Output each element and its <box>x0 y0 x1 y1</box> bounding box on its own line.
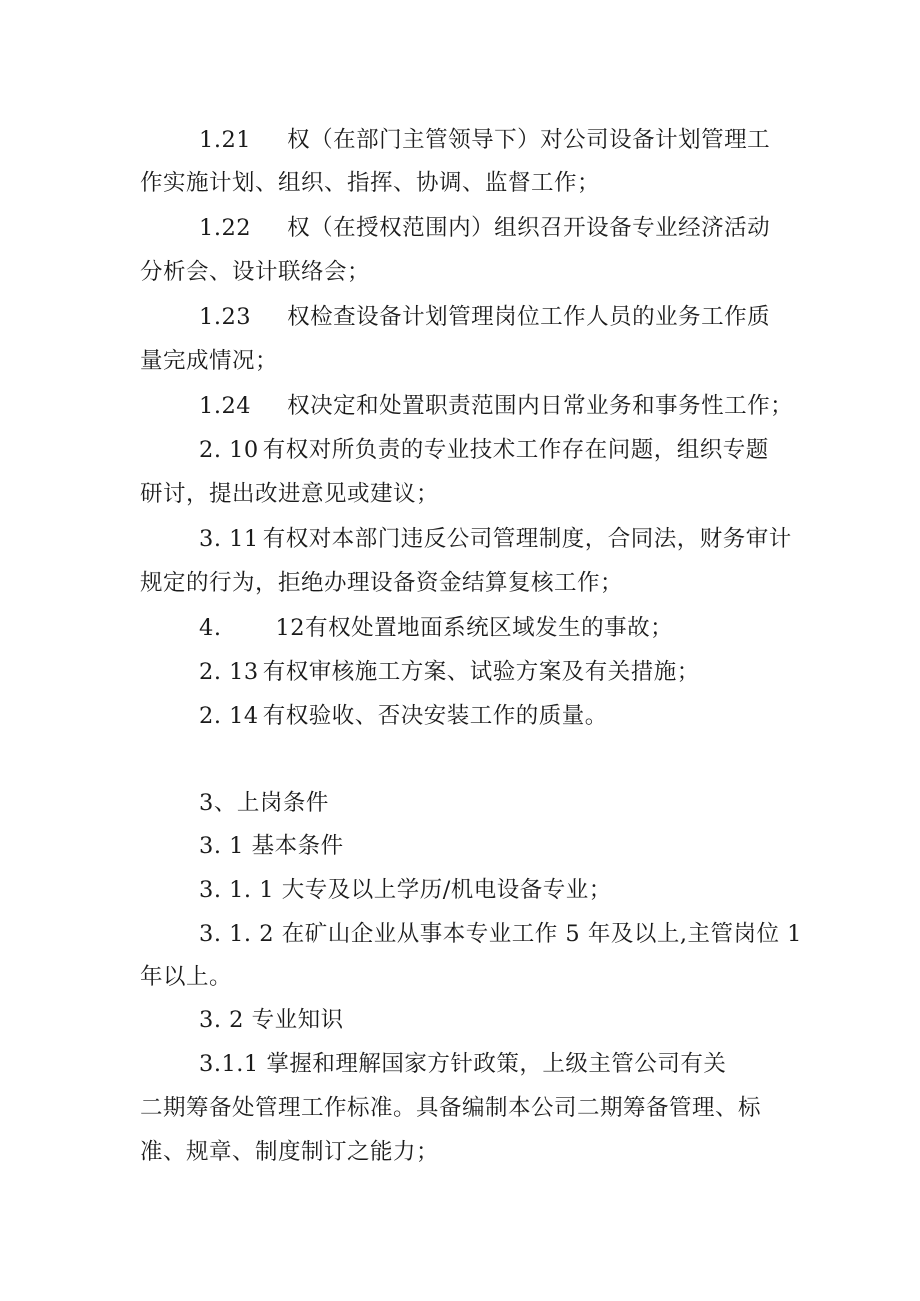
item-3-11-line-2: 规定的行为，拒绝办理设备资金结算复核工作； <box>140 570 624 596</box>
item-number: 1.23 <box>199 304 252 330</box>
item-text: 权检查设备计划管理岗位工作人员的业务工作质 <box>287 304 771 330</box>
subsection-basic-conditions: 3. 1 基本条件 <box>199 833 344 859</box>
item-text: 有权验收、否决安装工作的质量。 <box>262 703 608 729</box>
item-1-23-line-2: 量完成情况； <box>140 348 279 374</box>
item-number: 2. 10 <box>199 437 259 463</box>
paragraph-3-2-1-1-line-3: 准、规章、制度制订之能力； <box>140 1139 440 1165</box>
item-number: 1.22 <box>199 215 252 241</box>
paragraph-3-2-1-1-line-2: 二期筹备处管理工作标准。具备编制本公司二期筹备管理、标 <box>140 1095 762 1121</box>
item-number: 3. 11 <box>199 526 259 552</box>
item-text: 权决定和处置职责范围内日常业务和事务性工作； <box>287 393 794 419</box>
item-text: 12有权处置地面系统区域发生的事故； <box>275 615 674 641</box>
paragraph-3-1-2-line-1: 3. 1. 2 在矿山企业从事本专业工作 5 年及以上,主管岗位 1 <box>199 921 802 947</box>
item-number: 2. 13 <box>199 659 259 685</box>
item-3-11-line-1 <box>199 524 792 554</box>
item-text: 有权对本部门违反公司管理制度，合同法，财务审计 <box>262 526 792 552</box>
item-1-21-line-1 <box>199 125 770 155</box>
item-text: 权（在部门主管领导下）对公司设备计划管理工 <box>287 127 771 153</box>
item-4-12-line-1 <box>199 613 673 643</box>
section-heading: 3、上岗条件 <box>199 790 329 816</box>
item-2-13-line-1 <box>199 657 700 687</box>
item-number: 2. 14 <box>199 703 259 729</box>
item-text: 权（在授权范围内）组织召开设备专业经济活动 <box>287 215 771 241</box>
item-number: 1.21 <box>199 127 252 153</box>
item-2-10-line-2: 研讨，提出改进意见或建议； <box>140 481 440 507</box>
item-2-10-line-1 <box>199 435 769 465</box>
item-1-22-line-1 <box>199 213 770 243</box>
subsection-professional-knowledge: 3. 2 专业知识 <box>199 1007 344 1033</box>
item-2-14-line-1 <box>199 701 608 731</box>
item-number: 4. <box>199 615 222 641</box>
item-1-24-line-1 <box>199 391 793 421</box>
item-text: 有权审核施工方案、试验方案及有关措施； <box>262 659 700 685</box>
item-1-21-line-2: 作实施计划、组织、指挥、协调、监督工作； <box>140 170 601 196</box>
paragraph-3-1-2-line-2: 年以上。 <box>140 964 233 990</box>
item-1-22-line-2: 分析会、设计联络会； <box>140 259 371 285</box>
item-text: 有权对所负责的专业技术工作存在问题，组织专题 <box>262 437 769 463</box>
item-1-23-line-1 <box>199 302 770 332</box>
item-number: 1.24 <box>199 393 252 419</box>
paragraph-3-1-1: 3. 1. 1 大专及以上学历/机电设备专业； <box>199 877 612 903</box>
paragraph-3-2-1-1-line-1: 3.1.1 掌握和理解国家方针政策，上级主管公司有关 <box>199 1051 727 1077</box>
